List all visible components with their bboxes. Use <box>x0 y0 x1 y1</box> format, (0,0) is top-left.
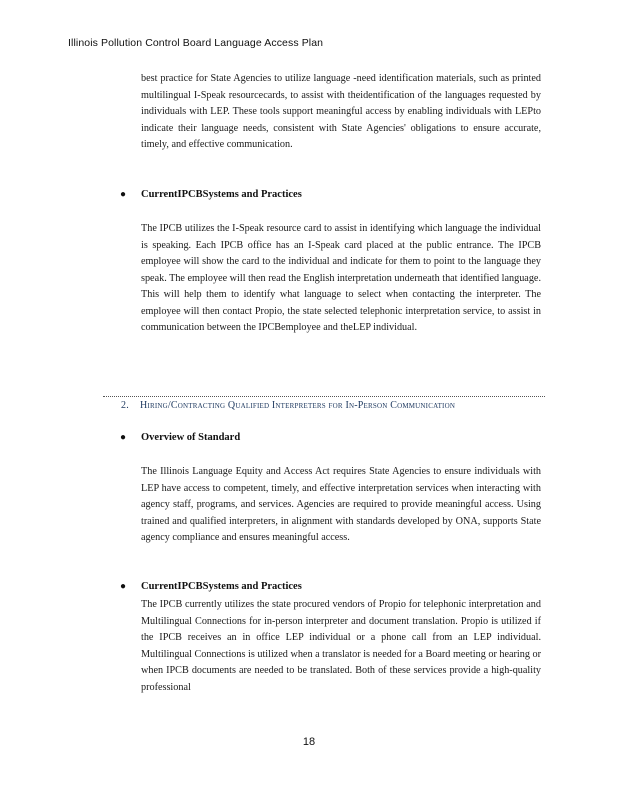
bullet-heading: CurrentIPCBSystems and Practices <box>141 189 302 200</box>
section-2-heading <box>121 400 455 411</box>
section-title: Hiring/Contracting Qualified Interpreters for In-Person Communication <box>140 400 456 411</box>
vendors-paragraph: The IPCB currently utilizes the state procured vendors of Propio for telephonic interpretation and Multilingual Connections for in-person interpreter and document translation. Propio is utilized if the IPCB receives an in office LEP individual or a phone call from an LEP individual. Multilingual Connections is utilized when a translator is needed for a Board meeting or hearing or when IPCB documents are needed to be translated. Both of these services provide a high-quality professional <box>141 599 541 693</box>
vendors-section <box>141 597 541 696</box>
document-header: Illinois Pollution Control Board Language Access Plan <box>68 37 324 49</box>
section-number: 2. <box>121 400 129 411</box>
bullet-icon: ● <box>120 189 127 200</box>
ispeak-paragraph: The IPCB utilizes the I-Speak resource card to assist in identifying which language the individual is speaking. Each IPCB office has an I-Speak card placed at the public entrance. The IPCB employee will show the card to the individual and indicate for them to point to the language they speak. The employee will then read the English interpretation underneath that identified language. This will help them to identify what language to select when contacting the interpreter. The employee will then contact Propio, the state selected telephonic interpretation service, to assist in communication between the IPCBemployee and theLEP individual. <box>141 223 541 333</box>
bullet-icon: ● <box>120 581 127 592</box>
intro-section <box>141 71 541 154</box>
bullet-heading: Overview of Standard <box>141 432 241 443</box>
bullet-heading: CurrentIPCBSystems and Practices <box>141 581 302 592</box>
intro-paragraph: best practice for State Agencies to utilize language -need identification materials, such as printed multilingual I-Speak resourcecards, to assist with theidentification of the languages requested by individuals with LEP. These tools support meaningful access by enabling individuals with LEPto indicate their language needs, consistent with State Agencies' obligations to ensure accurate, timely, and effective communication. <box>141 73 541 150</box>
overview-section <box>141 464 541 547</box>
overview-paragraph: The Illinois Language Equity and Access Act requires State Agencies to ensure individuals with LEP have access to competent, timely, and effective interpretation services when interacting with agency staff, programs, and services. Agencies are required to provide meaningful access. Using trained and qualified interpreters, in alignment with standards developed by ONA, supports State agency compliance and ensures meaningful access. <box>141 466 541 543</box>
section-divider <box>103 396 545 397</box>
bullet-icon: ● <box>120 432 127 443</box>
ispeak-section <box>141 221 541 337</box>
page-number: 18 <box>302 736 316 748</box>
